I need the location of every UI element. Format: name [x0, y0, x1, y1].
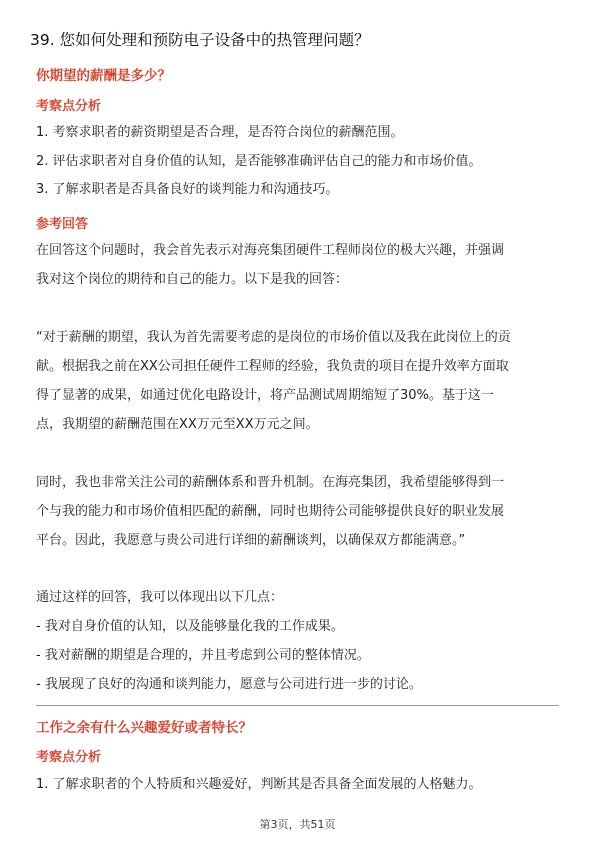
- summary-intro: 通过这样的回答，我可以体现出以下几点：: [36, 590, 284, 605]
- analysis-item: 2. 评估求职者对自身价值的认知，是否能够准确评估自己的能力和市场价值。: [36, 154, 482, 169]
- analysis-heading: 考察点分析: [36, 99, 102, 114]
- summary-item: - 我展现了良好的沟通和谈判能力，愿意与公司进行进一步的讨论。: [36, 677, 422, 692]
- answer-quote-line: 同时，我也非常关注公司的薪酬体系和晋升机制。在海亮集团，我希望能够得到一: [36, 475, 505, 490]
- analysis-item: 1. 考察求职者的薪资期望是否合理，是否符合岗位的薪酬范围。: [36, 125, 404, 140]
- answer-quote-line: 平台。因此，我愿意与贵公司进行详细的薪酬谈判，以确保双方都能满意。”: [36, 533, 466, 548]
- page-number-footer: 第3页，共51页: [259, 818, 336, 831]
- question-heading-salary: 你期望的薪酬是多少？: [36, 68, 171, 84]
- answer-intro-line: 在回答这个问题时，我会首先表示对海亮集团硬件工程师岗位的极大兴趣，并强调: [36, 243, 505, 258]
- summary-item: - 我对自身价值的认知，以及能够量化我的工作成果。: [36, 619, 344, 634]
- answer-quote-line: 得了显著的成果，如通过优化电路设计，将产品测试周期缩短了30%。基于这一: [36, 388, 494, 403]
- analysis-item: 1. 了解求职者的个人特质和兴趣爱好，判断其是否具备全面发展的人格魅力。: [36, 777, 482, 792]
- answer-quote-line: “对于薪酬的期望，我认为首先需要考虑的是岗位的市场价值以及我在此岗位上的贡: [36, 330, 511, 345]
- answer-quote-line: 点，我期望的薪酬范围在XX万元至XX万元之间。: [36, 417, 319, 432]
- question-heading-hobbies: 工作之余有什么兴趣爱好或者特长？: [36, 720, 252, 736]
- section-divider: [36, 705, 559, 706]
- answer-quote-line: 个与我的能力和市场价值相匹配的薪酬，同时也期待公司能够提供良好的职业发展: [36, 504, 505, 519]
- document-page: [30, 0, 559, 842]
- main-question-title: 39. 您如何处理和预防电子设备中的热管理问题？: [30, 31, 370, 49]
- analysis-item: 3. 了解求职者是否具备良好的谈判能力和沟通技巧。: [36, 182, 339, 197]
- answer-intro-line: 我对这个岗位的期待和自己的能力。以下是我的回答：: [36, 272, 349, 287]
- answer-quote-line: 献。根据我之前在XX公司担任硬件工程师的经验，我负责的项目在提升效率方面取: [36, 359, 509, 374]
- analysis-heading: 考察点分析: [36, 750, 102, 765]
- summary-item: - 我对薪酬的期望是合理的，并且考虑到公司的整体情况。: [36, 648, 370, 663]
- answer-heading: 参考回答: [36, 217, 89, 232]
